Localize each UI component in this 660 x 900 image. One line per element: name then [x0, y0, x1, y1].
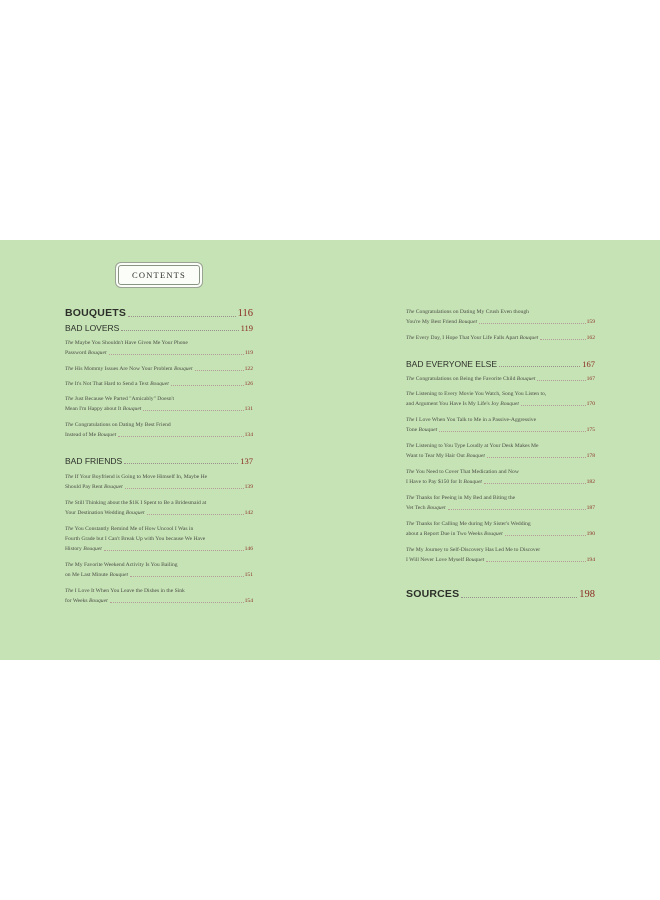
toc-section-bad-everyone-else[interactable] — [406, 359, 595, 369]
toc-entry[interactable]: The Congratulations on Dating My Best Friend Instead of Me Bouquet 134 — [65, 422, 253, 438]
contents-heading: CONTENTS — [118, 265, 200, 285]
toc-entry[interactable]: The It's Not That Hard to Send a Text Bouquet 126 — [65, 381, 253, 387]
toc-entry[interactable]: The Thanks for Peeing in My Bed and Biting the Vet Tech Bouquet 187 — [406, 495, 595, 511]
page-number: 116 — [237, 308, 253, 319]
dot-leader — [121, 330, 238, 331]
toc-entry[interactable]: The Still Thinking about the $1K I Spent to Be a Bridesmaid at Your Destination Wedding Bouquet 142 — [65, 500, 253, 516]
toc-entry[interactable]: The Listening to You Type Loudly at Your Desk Makes Me Want to Tear My Hair Out Bouquet 178 — [406, 443, 595, 459]
book-spread — [0, 240, 660, 660]
section-title: BAD FRIENDS — [65, 456, 123, 466]
page-number: 137 — [240, 456, 253, 466]
section-title: BOUQUETS — [65, 307, 127, 319]
toc-entry[interactable]: The His Mommy Issues Are Now Your Problem Bouquet 122 — [65, 366, 253, 372]
dot-leader — [128, 316, 236, 317]
toc-section-sources[interactable] — [406, 588, 595, 600]
toc-entry[interactable]: The I Love When You Talk to Me in a Passive-Aggressive Tone Bouquet 175 — [406, 417, 595, 433]
dot-leader — [499, 366, 580, 367]
dot-leader — [461, 597, 577, 598]
toc-entry[interactable]: The Thanks for Calling Me during My Sister's Wedding about a Report Due in Two Weeks Bouquet 190 — [406, 521, 595, 537]
toc-entry[interactable]: The Just Because We Parted "Amicably" Doesn't Mean I'm Happy about It Bouquet 131 — [65, 396, 253, 412]
toc-section-bouquets[interactable] — [65, 307, 253, 319]
page-number: 119 — [240, 323, 253, 333]
toc-entry[interactable]: The Listening to Every Movie You Watch, Song You Listen to, and Argument You Have Is My Life's Joy Bouquet 170 — [406, 391, 595, 407]
toc-section-bad-lovers[interactable] — [65, 323, 253, 333]
toc-entry[interactable]: The Congratulations on Being the Favorite Child Bouquet 167 — [406, 376, 595, 382]
dot-leader — [124, 463, 238, 464]
toc-entry[interactable]: The I Love It When You Leave the Dishes in the Sink for Weeks Bouquet 154 — [65, 588, 253, 604]
section-title: BAD EVERYONE ELSE — [406, 359, 498, 369]
toc-section-bad-friends[interactable] — [65, 456, 253, 466]
toc-entry[interactable]: The My Favorite Weekend Activity Is You Bailing on Me Last Minute Bouquet 151 — [65, 562, 253, 578]
toc-entry[interactable]: The Every Day, I Hope That Your Life Falls Apart Bouquet 162 — [406, 335, 595, 341]
toc-entry[interactable]: The You Need to Cover That Medication and Now I Have to Pay $150 for It Bouquet 182 — [406, 469, 595, 485]
page-number: 167 — [582, 359, 595, 369]
toc-entry[interactable]: The My Journey to Self-Discovery Has Led Me to Discover I Will Never Love Myself Bouquet 194 — [406, 547, 595, 563]
toc-entry[interactable]: The You Constantly Remind Me of How Uncool I Was in Fourth Grade but I Can't Break Up with You because We Have History Bouquet 146 — [65, 526, 253, 552]
toc-entry[interactable]: The Congratulations on Dating My Crush Even though You're My Best Friend Bouquet 159 — [406, 309, 595, 325]
toc-entry[interactable]: The If Your Boyfriend is Going to Move Himself In, Maybe He Should Pay Rent Bouquet 139 — [65, 474, 253, 490]
toc-entry[interactable]: The Maybe You Shouldn't Have Given Me Your Phone Password Bouquet 119 — [65, 340, 253, 356]
section-title: BAD LOVERS — [65, 323, 120, 333]
section-title: SOURCES — [406, 588, 460, 600]
page-number: 198 — [579, 589, 595, 600]
